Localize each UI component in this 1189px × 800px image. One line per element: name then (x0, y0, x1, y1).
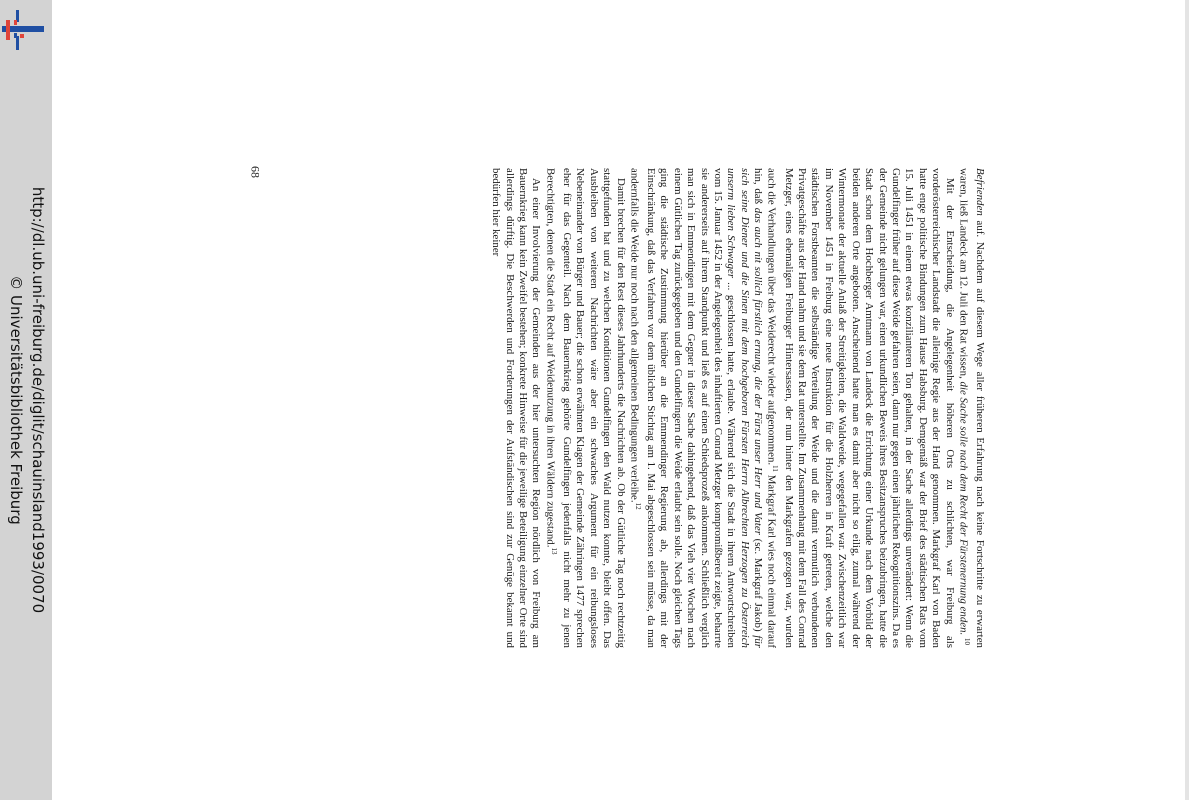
sidebar (0, 0, 52, 800)
page-number: 68 (248, 166, 263, 178)
paragraph-1: Befrienden auf. Nachdem auf diesem Wege aller früheren Erfahrung nach keine Fortschritte zu erwarten waren, ließ Landeck am 12. Juli den Rat wissen, die Sache solle nach dem Recht der Fürstenernung enden. $^{10}$ (956, 168, 986, 648)
paragraph-4: An einer Involvierung der Gemeinden aus der hier untersuchten Region nördlich von Freiburg am Bauernkrieg kann kein Zweifel bestehen; konkrete Hinweise für die jeweilige Beteiligung einzelner Orte sind allerdings dürftig. Die Beschwerden und Forderungen der Aufständischen sind zur Genüge bekannt und bedürfen hier keiner (490, 168, 543, 648)
paragraph-2: Mit der Entscheidung, die Angelegenheit höheren Orts zu schlichten, war Freiburg als vorderösterreichischer Landstadt die alleinige Regie aus der Hand genommen. Markgraf Karl von Baden hatte enge politische Bindungen zum Hause Habsburg. Demgemäß war der Brief des städtischen Rats vom 15. Juli 1451 in einem etwas konzilianteren Ton gehalten, in der Sache allerdings unverändert: Wenn die Gundelfinger früher auf diese Weide gefahren seien, dann nur gegen einen jährlichen Rekognitionszins. Da es der Gemeinde nicht gelungen war, einen urkundlichen Beweis ihres Besitzanspruches beizubringen, hatte die Stadt schon dem Hochberger Amtmann von Landeck die Errichtung einer Urkunde nach dem Vorbild der beiden anderen Orte angeboten. Anscheinend hatte man es damit aber nicht so eilig, zumal während der Wintermonate der aktuelle Anlaß der Streitigkeiten, die Waldweide, wegegefallen war. Zwischenzeitlich war im November 1451 in Freiburg eine neue Instruktion für die Holzherren in Kraft getreten, welche den städtischen Forstbeamten die selbständige Verteilung der Weide und die damit vermutlich verbundenen Privatgeschäfte aus der Hand nahm und sie dem Rat unterstellte. Im Zusammenhang mit dem Fall des Conrad Metzger, eines ehemaligen Freiburger Hintersassen, der nun hinter den Markgrafen gezogen war, wurden auch die Verhandlungen über das Weiderecht wieder aufgenommen.$^{11}$ Markgraf Karl wies noch einmal darauf hin, daß das auch nit sollich fürstlich ernung, die der Fürst unser Herr und Vater (sc. Markgraf Jakob) für sich seine Diener und die Sinen mit dem hochgeboren Fürsten Herrn Albrechten Herzogen zu Österreich unserm lieben Schwager ... geschlossen hatte, erlaube. Während sich die Stadt in ihrem Antwortschreiben vom 15. Januar 1452 in der Angelegenheit des inhaftierten Conrad Metzger kompromißbereit zeigte, beharrte sie andererseits auf ihrem Standpunkt und ließ es auf einen Schiedsprozeß ankommen. Schließlich verglich man sich in Emmendingen mit dem Gegner in dieser Sache dahingehend, daß das Vieh vier Wochen nach einem Gütlichen Tag zurückgegeben und den Gundelfingern die Weide erlaubt sein solle. Noch gleichen Tags ging die städtische Zustimmung hierüber an die Emmendinger Regierung ab, allerdings mit der Einschränkung, daß das Verfahren vor dem üblichen Stichtag am 1. Mai abgeschlossen sein müsse, da man andernfalls die Weide nur noch nach den allgemeinen Bedingungen verleihe.$^{12}$ (627, 168, 956, 649)
paragraph-3: Damit brechen für den Rest dieses Jahrhunderts die Nachrichten ab. Ob der Gütliche Tag noch rechtzeitig stattgefunden hat und zu welchen Konditionen Gundelfingen den Wald nutzen konnte, bleibt offen. Das Ausbleiben von weiteren Nachrichten wäre aber ein schwaches Argument für ein reibungsloses Nebeneinander von Bürger und Bauer; die schon erwähnten Klagen der Gemeinde Zähringen 1477 sprechen eher für das Gegenteil. Nach dem Bauernkrieg gehörte Gundelfingen jedenfalls nicht mehr zu jenen Berechtigten, denen die Stadt ein Recht auf Weidenutzung in ihren Wäldern zugestand.$^{13}$ (543, 168, 627, 648)
page-text-block (268, 168, 986, 648)
watermark-copyright: © Universitätsbibliothek Freiburg (7, 275, 25, 525)
scrollbar-track[interactable] (1185, 0, 1189, 800)
watermark-url: http://dl.ub.uni-freiburg.de/diglit/schauinsland1993/0070 (29, 186, 47, 614)
watermark (3, 10, 49, 790)
